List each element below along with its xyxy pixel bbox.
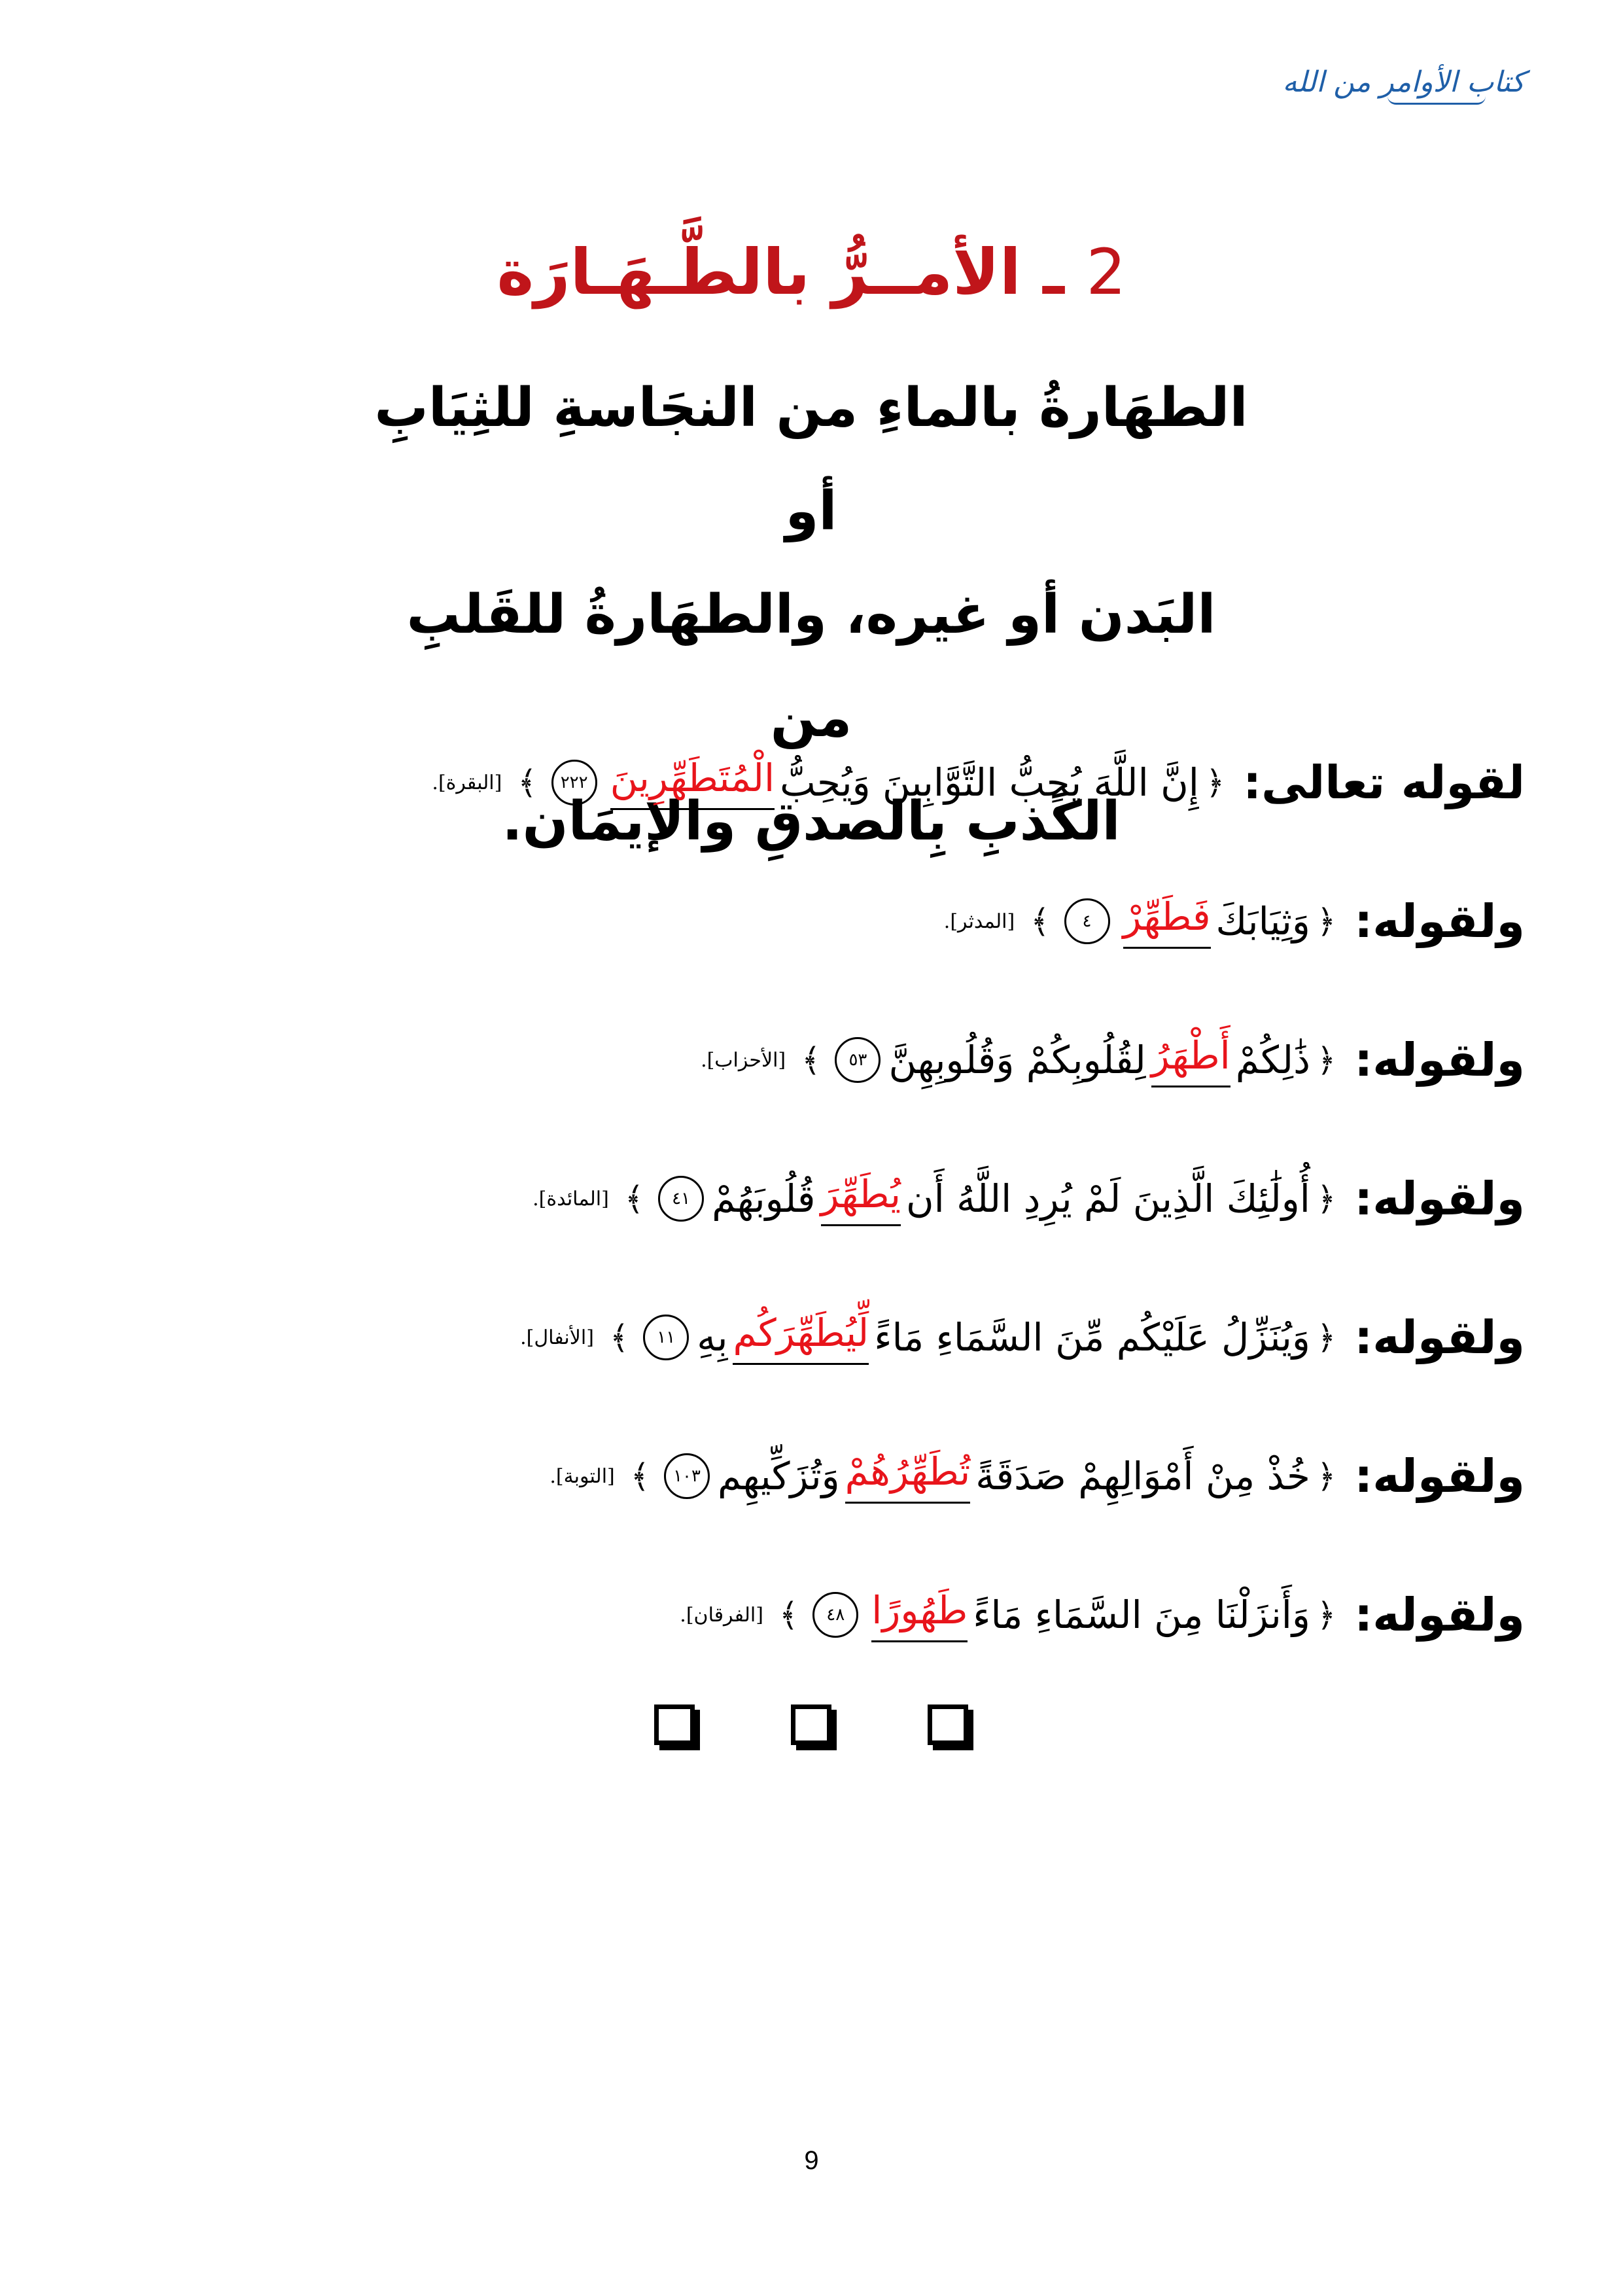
verse-text-before: وَيُنَزِّلُ عَلَيْكُم مِّنَ السَّمَاءِ مَاءً xyxy=(874,1315,1310,1360)
verse-5 xyxy=(86,1268,1525,1407)
book-title-header xyxy=(1283,65,1526,105)
chapter-number: 2 xyxy=(1086,236,1126,309)
open-ornament: ﴿ xyxy=(1316,1180,1336,1218)
verse-keyword: فَطَهِّرْ xyxy=(1123,894,1211,949)
square-bullet-icon xyxy=(791,1704,831,1745)
verse-3 xyxy=(86,991,1525,1129)
verse-lead: ولقوله: xyxy=(1354,1033,1525,1087)
open-ornament: ﴿ xyxy=(1316,1041,1336,1079)
verse-keyword: تُطَهِّرُهُمْ xyxy=(845,1449,971,1504)
ayah-number-badge: ٤ xyxy=(1064,898,1110,944)
verse-keyword: لِّيُطَهِّرَكُم xyxy=(733,1311,869,1365)
verse-source: [التوبة]. xyxy=(550,1464,615,1488)
verse-source: [المدثر]. xyxy=(943,910,1015,933)
verse-lead: لقوله تعالى: xyxy=(1243,756,1525,809)
ayah-number-badge: ١٠٣ xyxy=(664,1453,710,1499)
ayah-number-badge: ٥٣ xyxy=(835,1037,881,1083)
verse-text-after: لِقُلُوبِكُمْ وَقُلُوبِهِنَّ xyxy=(888,1038,1146,1082)
chapter-title xyxy=(0,236,1623,309)
close-ornament: ﴾ xyxy=(624,1180,644,1218)
verse-1 xyxy=(86,713,1525,852)
open-ornament: ﴿ xyxy=(1316,902,1336,940)
intro-line-1: الطهَارةُ بالماءِ من النجَاسةِ للثِيَابِ أو xyxy=(374,377,1248,542)
verse-lead: ولقوله: xyxy=(1354,1449,1525,1503)
verse-lead: ولقوله: xyxy=(1354,1311,1525,1364)
chapter-title-text: الأمــرُّ بالطَّـهَـارَة xyxy=(497,236,1021,309)
verse-source: [البقرة]. xyxy=(432,771,502,794)
square-bullet-icon xyxy=(928,1704,968,1745)
verse-text-before: إِنَّ اللَّهَ يُحِبُّ التَّوَّابِينَ وَيُحِبُّ xyxy=(780,760,1199,805)
open-ornament: ﴿ xyxy=(1316,1318,1336,1356)
close-ornament: ﴾ xyxy=(630,1457,650,1495)
verse-2 xyxy=(86,852,1525,991)
verse-keyword: يُطَهِّرَ xyxy=(821,1172,901,1226)
close-ornament: ﴾ xyxy=(778,1596,799,1634)
verse-source: [الأحزاب]. xyxy=(701,1048,786,1072)
verse-6 xyxy=(86,1407,1525,1545)
ayah-number-badge: ١١ xyxy=(643,1315,689,1360)
verse-source: [المائدة]. xyxy=(532,1187,609,1210)
close-ornament: ﴾ xyxy=(1030,902,1050,940)
verse-text-after: قُلُوبَهُمْ xyxy=(712,1176,816,1221)
open-ornament: ﴿ xyxy=(1316,1457,1336,1495)
verse-text-before: وَأَنزَلْنَا مِنَ السَّمَاءِ مَاءً xyxy=(973,1593,1310,1637)
ayah-number-badge: ٤١ xyxy=(658,1176,704,1222)
verse-lead: ولقوله: xyxy=(1354,1588,1525,1642)
chapter-separator: ـ xyxy=(1043,236,1064,309)
intro-line-3: الكَذبِ بِالصدقِ والإيمَان. xyxy=(502,790,1121,853)
verse-keyword: أَطْهَرُ xyxy=(1151,1033,1230,1087)
verse-lead: ولقوله: xyxy=(1354,894,1525,948)
verse-text-after: بِهِ xyxy=(697,1315,728,1360)
section-end-markers xyxy=(654,1704,968,1745)
close-ornament: ﴾ xyxy=(609,1318,629,1356)
verse-list xyxy=(86,713,1525,1684)
close-ornament: ﴾ xyxy=(517,764,537,802)
verse-text-after: وَتُزَكِّيهِم xyxy=(718,1454,840,1498)
verse-source: [الفرقان]. xyxy=(680,1603,763,1627)
ayah-number-badge: ٢٢٢ xyxy=(551,760,597,805)
square-bullet-icon xyxy=(654,1704,695,1745)
verse-text-before: وَثِيَابَكَ xyxy=(1215,899,1310,944)
verse-7 xyxy=(86,1545,1525,1684)
verse-source: [الأنفال]. xyxy=(520,1326,594,1349)
open-ornament: ﴿ xyxy=(1205,764,1225,802)
verse-text-before: أُولَٰئِكَ الَّذِينَ لَمْ يُرِدِ اللَّهُ أَن xyxy=(905,1176,1310,1221)
open-ornament: ﴿ xyxy=(1316,1596,1336,1634)
verse-text-before: خُذْ مِنْ أَمْوَالِهِمْ صَدَقَةً xyxy=(975,1454,1310,1498)
verse-lead: ولقوله: xyxy=(1354,1172,1525,1226)
intro-line-2: البَدن أو غيره، والطهَارةُ للقَلبِ من xyxy=(406,584,1216,749)
verse-4 xyxy=(86,1129,1525,1268)
ayah-number-badge: ٤٨ xyxy=(812,1592,858,1638)
verse-keyword: الْمُتَطَهِّرِينَ xyxy=(610,756,775,810)
close-ornament: ﴾ xyxy=(801,1041,821,1079)
page-number: 9 xyxy=(804,2146,819,2175)
verse-keyword: طَهُورًا xyxy=(871,1588,968,1642)
book-title-text: كتاب الأوامر من الله xyxy=(1282,65,1525,99)
verse-text-before: ذَٰلِكُمْ xyxy=(1235,1038,1310,1082)
